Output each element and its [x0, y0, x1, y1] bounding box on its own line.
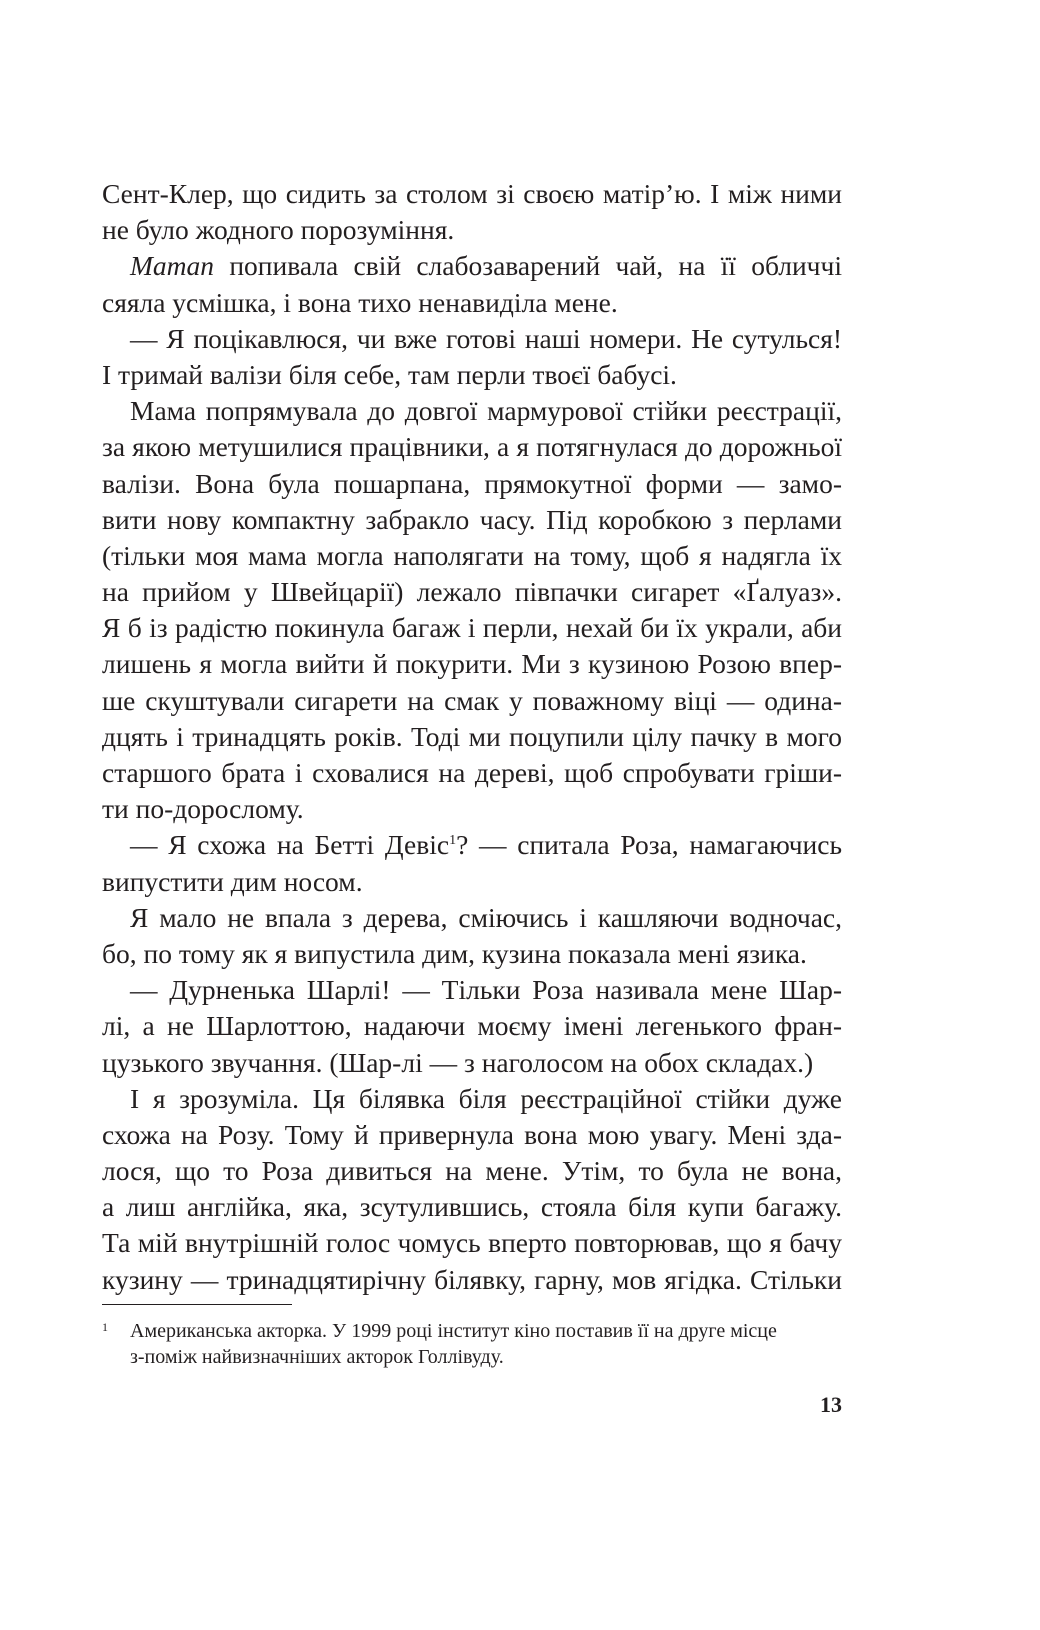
- text-line: не було жодного порозуміння.: [102, 214, 455, 246]
- text-fragment: ? — спитала Роза, намагаючись: [456, 829, 842, 861]
- italic-word-maman: Maman: [130, 250, 215, 282]
- text-line: Мама попрямувала до довгої мармурової стійки реєстрації,: [130, 395, 842, 427]
- text-line: [102, 248, 842, 284]
- page-number: 13: [820, 1392, 842, 1417]
- footnote: [102, 1318, 842, 1370]
- text-line: лося, що то Роза дивиться на мене. Утім, то була не вона,: [102, 1155, 842, 1187]
- footnote-line: [102, 1344, 842, 1370]
- text-line: лишень я могла вийти й покурити. Ми з кузиною Розою впер-: [102, 648, 842, 680]
- text-line: ше скуштували сигарети на смак у поважному віці — одина-: [102, 684, 842, 716]
- text-line: — Я поцікавлюся, чи вже готові наші номери. Не сутулься!: [130, 322, 842, 354]
- text-line: кузину — тринадцятирічну білявку, гарну, мов ягідка. Стільки: [102, 1263, 842, 1295]
- text-line: цузького звучання. (Шар-лі — з наголосом на обох складах.): [102, 1046, 814, 1078]
- text-line: — Дурненька Шарлі! — Тільки Роза називала мене Шар-: [130, 974, 842, 1006]
- text-fragment: попивала свій слабозаварений чай, на її обличчі: [214, 250, 842, 282]
- text-line: схожа на Розу. Тому й привернула вона мою увагу. Мені зда-: [102, 1118, 842, 1150]
- text-line: а лиш англійка, яка, зсутулившись, стояла біля купи багажу.: [102, 1191, 842, 1223]
- text-line: на прийом у Швейцарії) лежало півпачки сигарет «Ґалуаз».: [102, 576, 842, 608]
- text-line: І я зрозуміла. Ця білявка біля реєстраційної стійки дуже: [130, 1082, 842, 1114]
- text-line: ти по-дорослому.: [102, 793, 304, 825]
- text-line: (тільки моя мама могла наполягати на тому, щоб я надягла їх: [102, 539, 842, 571]
- footnote-reference: 1: [449, 833, 457, 849]
- text-line: дцять і тринадцять років. Тоді ми поцупили цілу пачку в мого: [102, 720, 842, 752]
- footnote-text: з-поміж найвизначніших акторок Голлівуду.: [130, 1346, 504, 1368]
- text-line: [102, 827, 842, 863]
- text-line: Я б із радістю покинула багаж і перли, нехай би їх украли, аби: [102, 612, 842, 644]
- text-line: Сент-Клер, що сидить за столом зі своєю матір’ю. І між ними: [102, 178, 842, 209]
- footnote-line: [102, 1318, 842, 1344]
- text-line: вити нову компактну забракло часу. Під коробкою з перлами: [102, 503, 842, 535]
- text-line: І тримай валізи біля себе, там перли твоєї бабусі.: [102, 358, 677, 390]
- footnote-divider: [102, 1304, 292, 1305]
- text-line: за якою метушилися працівники, а я потягнулася до дорожньої: [102, 431, 842, 463]
- text-line: Я мало не впала з дерева, сміючись і кашляючи водночас,: [130, 901, 842, 933]
- footnote-text: Американська акторка. У 1999 році інститут кіно поставив її на друге місце: [130, 1320, 777, 1342]
- text-line: сяяла усмішка, і вона тихо ненавиділа мене.: [102, 286, 618, 318]
- text-fragment: — Я схожа на Бетті Девіс: [130, 829, 450, 861]
- body-text: [102, 176, 842, 1298]
- footnote-marker: 1: [102, 1320, 108, 1334]
- text-line: лі, а не Шарлоттою, надаючи моєму імені легенького фран-: [102, 1010, 842, 1042]
- text-line: Та мій внутрішній голос чомусь вперто повторював, що я бачу: [102, 1227, 842, 1259]
- text-line: бо, по тому як я випустила дим, кузина показала мені язика.: [102, 937, 807, 969]
- text-line: випустити дим носом.: [102, 865, 363, 897]
- text-line: валізи. Вона була пошарпана, прямокутної форми — замо-: [102, 467, 842, 499]
- text-line: старшого брата і сховалися на дереві, щоб спробувати гріши-: [102, 757, 842, 788]
